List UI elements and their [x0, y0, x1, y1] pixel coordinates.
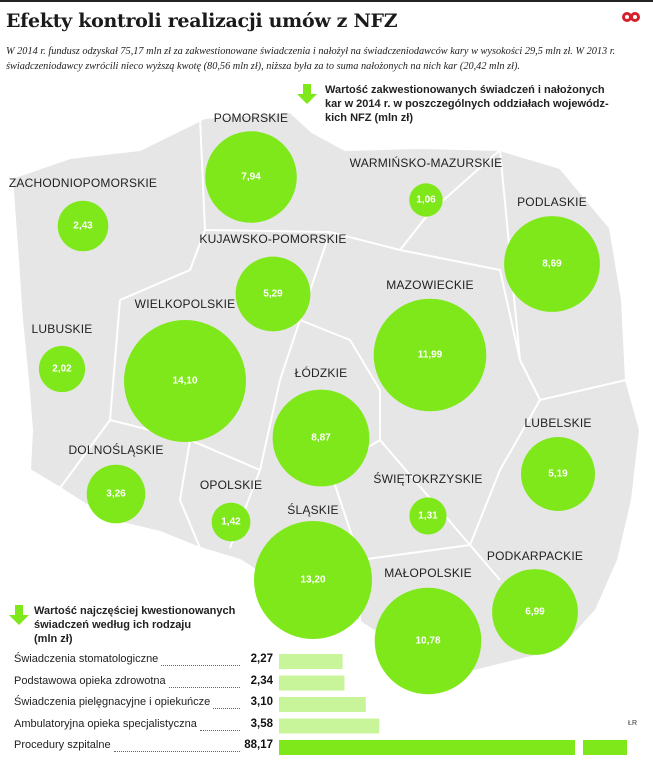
- bar-4-continued: [583, 740, 627, 755]
- region-name: ŚLĄSKIE: [287, 503, 339, 517]
- region-name: PODKARPACKIE: [486, 549, 584, 563]
- bubble-value: 14,10: [172, 375, 198, 387]
- region-name: ZACHODNIOPOMORSKIE: [8, 176, 158, 190]
- bubble-value: 10,78: [415, 635, 441, 647]
- bar-legend-line-2: świadczeń według ich rodzaju: [34, 619, 192, 631]
- bar-leader-dots: [114, 751, 240, 752]
- bubble-value: 11,99: [417, 349, 443, 361]
- bar-value-label: 2,27: [250, 653, 273, 665]
- bar-3: [279, 719, 379, 734]
- map-legend-text: [325, 83, 636, 125]
- region-name: MAŁOPOLSKIE: [384, 566, 472, 580]
- subtitle-line-2: świadczeniodawcy zwrócili nieco wyższą kwotę (80,56 mln zł), niższa była za to suma nałożonych na nich kar (20,42 mln zł).: [6, 61, 520, 72]
- bubble-value: 5,19: [548, 468, 568, 480]
- region-name: LUBELSKIE: [524, 416, 592, 430]
- region-name: POMORSKIE: [213, 111, 289, 125]
- bubble-value: 1,42: [221, 516, 241, 528]
- bubble-value: 1,31: [418, 510, 438, 522]
- bubble-value: 1,06: [416, 194, 436, 206]
- bar-legend-text: [34, 604, 268, 646]
- author-credit: ŁR: [628, 720, 637, 727]
- bar-category-label: Procedury szpitalne: [14, 739, 111, 751]
- region-name: WIELKOPOLSKIE: [134, 297, 236, 311]
- bar-legend-line-1: Wartość najczęściej kwestionowanych: [34, 605, 236, 617]
- bubble-value: 2,02: [52, 363, 72, 375]
- bar-1: [279, 676, 345, 691]
- bar-category-label: Podstawowa opieka zdrowotna: [14, 674, 166, 687]
- bubble-value: 6,99: [525, 606, 545, 618]
- bar-0: [279, 654, 343, 669]
- bar-leader-dots: [213, 708, 240, 709]
- bar-legend-line-3: (mln zł): [34, 633, 73, 645]
- region-name: ŁÓDZKIE: [294, 366, 348, 380]
- bar-leader-dots: [161, 665, 240, 666]
- down-arrow-icon: [296, 83, 318, 105]
- chart-title: Efekty kontroli realizacji umów z NFZ: [6, 10, 398, 32]
- bar-2: [279, 697, 366, 712]
- region-name: OPOLSKIE: [199, 478, 263, 492]
- map-legend: [296, 83, 636, 125]
- bar-category-label: Świadczenia pielęgnacyjne i opiekuńcze: [14, 696, 211, 708]
- region-name: LUBUSKIE: [31, 322, 93, 336]
- region-name: KUJAWSKO-POMORSKIE: [199, 232, 347, 246]
- map-legend-line-2: kar w 2014 r. w poszczególnych oddziałach wojewódz-: [325, 98, 609, 110]
- bar-legend: [8, 604, 268, 646]
- bar-value-label: 2,34: [250, 674, 273, 687]
- bar-value-label: 3,10: [250, 696, 273, 708]
- region-name: PODLASKIE: [517, 195, 587, 209]
- bar-value-label: 88,17: [244, 739, 273, 751]
- region-name: DOLNOŚLĄSKIE: [68, 443, 164, 457]
- bar-4: [279, 740, 575, 755]
- bar-value-label: 3,58: [250, 717, 273, 730]
- bar-leader-dots: [169, 687, 240, 688]
- region-name: ŚWIĘTOKRZYSKIE: [373, 472, 483, 486]
- bubble-value: 5,29: [263, 288, 283, 300]
- map-legend-line-3: kich NFZ (mln zł): [325, 112, 413, 124]
- bubble-value: 8,69: [542, 258, 562, 270]
- bar-leader-dots: [200, 730, 240, 731]
- bubble-value: 7,94: [241, 171, 261, 183]
- region-name: MAZOWIECKIE: [386, 278, 474, 292]
- bubble-value: 13,20: [300, 574, 326, 586]
- bubble-value: 3,26: [106, 488, 126, 500]
- bar-category-label: Ambulatoryjna opieka specjalistyczna: [14, 717, 197, 730]
- down-arrow-icon: [8, 604, 30, 626]
- map-legend-line-1: Wartość zakwestionowanych świadczeń i nałożonych: [325, 84, 605, 96]
- bar-category-label: Świadczenia stomatologiczne: [14, 653, 159, 665]
- bubble-value: 8,87: [311, 432, 331, 444]
- bubble-value: 2,43: [73, 220, 93, 232]
- subtitle-line-1: W 2014 r. fundusz odzyskał 75,17 mln zł za zakwestionowane świadczenia i nałożył na świadczeniodawców kary w wysokości 29,5 mln zł. W 2013 r.: [6, 46, 616, 57]
- region-name: WARMIŃSKO-MAZURSKIE: [349, 156, 503, 170]
